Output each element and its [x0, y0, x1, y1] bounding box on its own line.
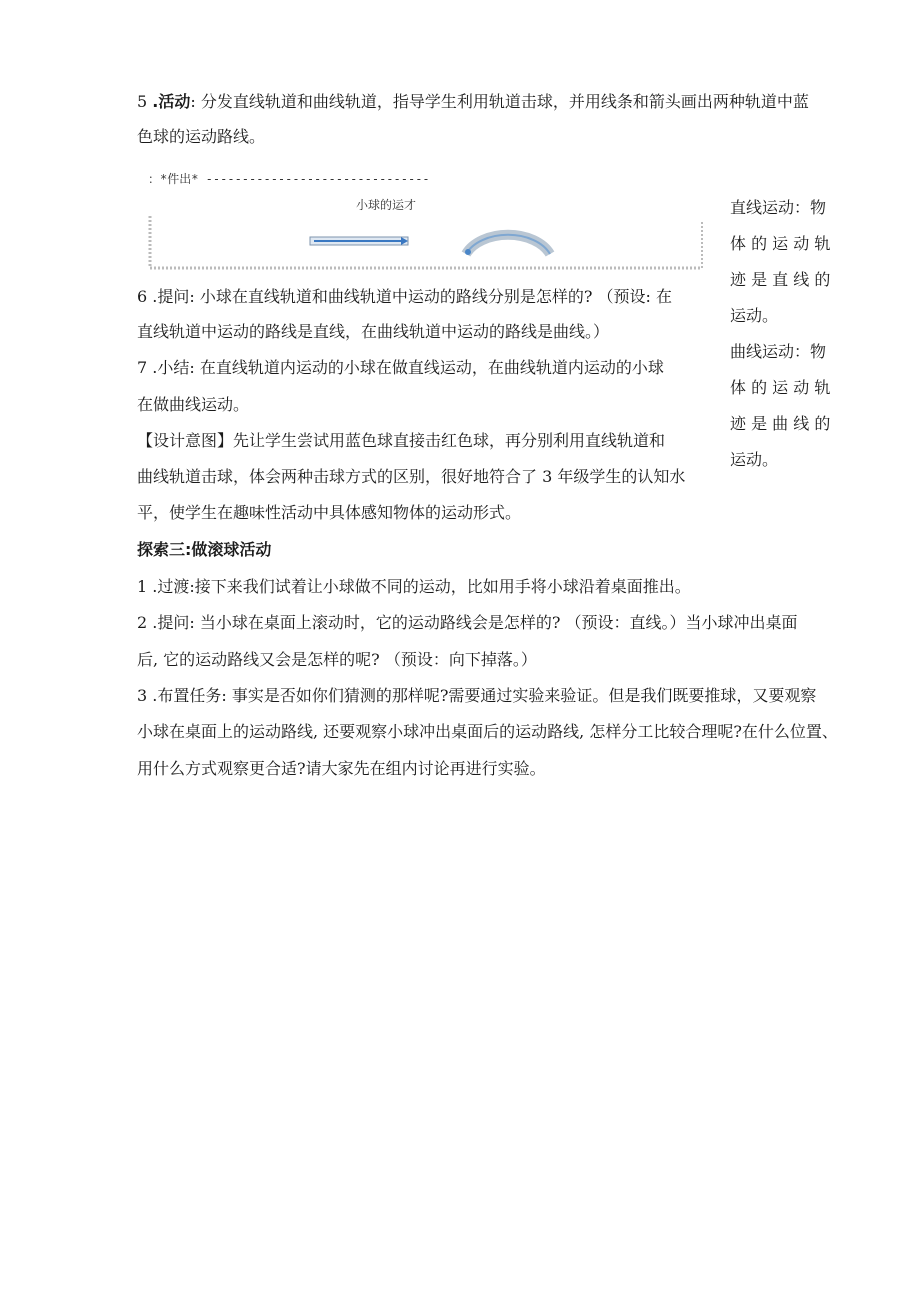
- item6-line2: 直线轨道中运动的路线是直线，在曲线轨道中运动的路线是曲线。）: [137, 322, 610, 341]
- explore3-step3-line1: 3 .布置任务: 事实是否如你们猜测的那样呢?需要通过实验来验证。但是我们既要推球，又要观察: [137, 686, 817, 705]
- track-diagram: [146, 190, 706, 272]
- explore3-step2-line2: 后, 它的运动路线又会是怎样的呢? （预设：向下掉落。）: [137, 650, 537, 669]
- curved-track: [466, 235, 550, 254]
- explore3-step2-line1: 2 .提问: 当小球在桌面上滚动时，它的运动路线会是怎样的? （预设：直线。）当小球冲出桌面: [137, 613, 798, 632]
- explore3-step3-line2: 小球在桌面上的运动路线, 还要观察小球冲出桌面后的运动路线, 怎样分工比较合理呢?在什么位置、: [137, 722, 838, 741]
- item5-text: : 分发直线轨道和曲线轨道，指导学生利用轨道击球，并用线条和箭头画出两种轨道中蓝: [190, 92, 809, 111]
- design-line2: 曲线轨道击球，体会两种击球方式的区别，很好地符合了 3 年级学生的认知水: [137, 467, 686, 486]
- item6-line1: 6 .提问: 小球在直线轨道和曲线轨道中运动的路线分别是怎样的? （预设: 在: [137, 287, 672, 306]
- item5-num: 5: [137, 92, 148, 111]
- sidebar-curve-2: 体 的 运 动 轨: [730, 378, 831, 397]
- sidebar-curve-3: 迹 是 曲 线 的: [730, 414, 831, 433]
- item5-line1: [137, 92, 809, 112]
- explore3-step1: 1 .过渡:接下来我们试着让小球做不同的运动，比如用手将小球沿着桌面推出。: [137, 577, 691, 596]
- sidebar-straight-1: 直线运动：物: [730, 198, 827, 217]
- sidebar-curve-1: 曲线运动：物: [730, 342, 827, 361]
- blue-ball-icon: [465, 249, 471, 255]
- item7-line2: 在做曲线运动。: [137, 395, 250, 414]
- sidebar-curve-4: 运动。: [730, 450, 779, 469]
- sidebar-straight-4: 运动。: [730, 306, 779, 325]
- sidebar-straight-3: 迹 是 直 线 的: [730, 270, 831, 289]
- track-figure: [146, 190, 706, 272]
- figure-header: ：*件出* -------------------------------: [148, 172, 430, 186]
- explore3-title: 探索三:做滚球活动: [137, 540, 272, 559]
- item5-line2: 色球的运动路线。: [137, 127, 266, 146]
- explore3-step3-line3: 用什么方式观察更合适?请大家先在组内讨论再进行实验。: [137, 759, 546, 778]
- design-line3: 平，使学生在趣味性活动中具体感知物体的运动形式。: [137, 503, 522, 522]
- design-line1: 【设计意图】先让学生尝试用蓝色球直接击红色球，再分别利用直线轨道和: [137, 431, 666, 450]
- figure-title: 小球的运才: [355, 198, 416, 212]
- item5-label: .活动: [152, 92, 191, 111]
- sidebar-straight-2: 体 的 运 动 轨: [730, 234, 831, 253]
- item7-line1: 7 .小结: 在直线轨道内运动的小球在做直线运动，在曲线轨道内运动的小球: [137, 358, 664, 377]
